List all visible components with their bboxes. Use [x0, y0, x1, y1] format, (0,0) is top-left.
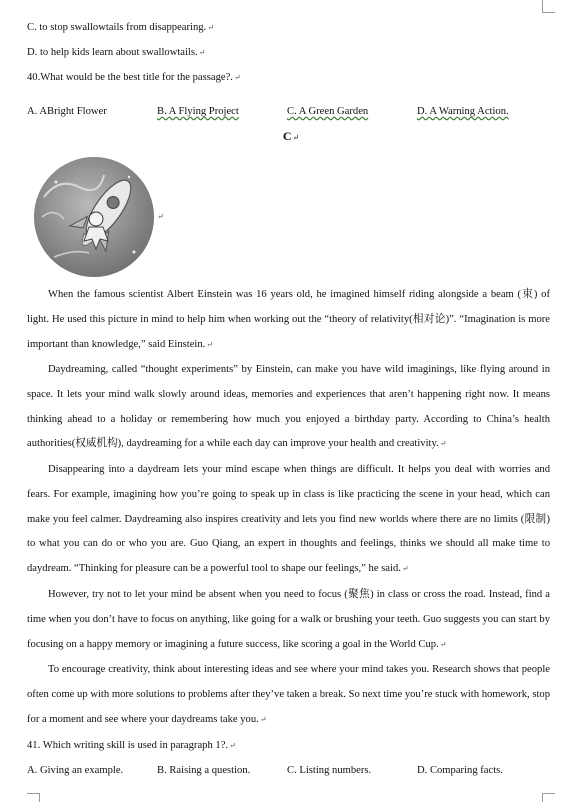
- rocket-astronaut-illustration: [34, 157, 154, 277]
- q40-option-a: A. ABright Flower: [27, 106, 107, 117]
- q41-option-b: B. Raising a question.: [157, 765, 251, 776]
- page-corner-mark: [542, 0, 555, 13]
- section-label: C↵: [282, 129, 300, 143]
- q39-option-c: C. to stop swallowtails from disappearing.↵: [27, 22, 214, 33]
- q40-option-d: D. A Warning Action.: [417, 106, 509, 117]
- q39-option-d: D. to help kids learn about swallowtails.↵: [27, 47, 206, 58]
- passage-paragraph-1: When the famous scientist Albert Einstein was 16 years old, he imagined himself riding alongside a beam (束) of light. He used this picture in mind to help him when working out the “theory of relativity(相对论)”. “Imagination is more important than knowledge,” said Einstein.↵: [27, 289, 550, 350]
- q41-option-a: A. Giving an example.: [27, 765, 124, 776]
- passage-paragraph-4: However, try not to let your mind be absent when you need to focus (聚焦) in class or cross the road. Instead, find a time when you don’t have to focus on anything, like going for a walk or brushing your teeth. Guo suggests you can start by focusing on a happy memory or imagining a future success, like scoring a goal in the World Cup.↵: [27, 589, 550, 650]
- passage-paragraph-5: To encourage creativity, think about interesting ideas and see where your mind takes you. Research shows that people often come up with more solutions to problems after they’ve taken a break. So next time you’re stuck with homework, stop for a moment and see where your daydreams take you.↵: [27, 664, 550, 725]
- page-corner-mark: [27, 793, 40, 802]
- passage-paragraph-2: Daydreaming, called “thought experiments” by Einstein, can make you have wild imaginings, like flying around in space. It lets your mind walk slowly around ideas, memories and experiences that aren’t happening right now. It means thinking ahead to a holiday or remembering how much you enjoyed a birthday party. According to China’s health authorities(权威机构), daydreaming for a while each day can improve your health and creativity.↵: [27, 364, 550, 450]
- q41-option-d: D. Comparing facts.: [417, 765, 503, 776]
- q41-question: 41. Which writing skill is used in paragraph 1?.↵: [27, 740, 236, 751]
- image-return-mark: ↵: [157, 212, 164, 221]
- q40-option-c: C. A Green Garden: [287, 106, 369, 117]
- q40-question: 40.What would be the best title for the passage?.↵: [27, 72, 241, 83]
- q40-option-b: B. A Flying Project: [157, 106, 239, 117]
- page-corner-mark: [542, 793, 555, 802]
- q41-option-c: C. Listing numbers.: [287, 765, 372, 776]
- rocket-astronaut-icon: [34, 157, 154, 277]
- passage-paragraph-3: Disappearing into a daydream lets your mind escape when things are difficult. It helps you deal with worries and fears. For example, imagining how you’re going to speak up in class is like practicing the scene in your head, which can make you feel calmer. Daydreaming also inspires creativity and lets you find new worlds where there are no limits (限制) to what you can do or who you are. Guo Qiang, an expert in thoughts and feelings, thinks we should all make time to daydream. “Thinking for pleasure can be a powerful tool to shape our feelings,” he said.↵: [27, 464, 550, 575]
